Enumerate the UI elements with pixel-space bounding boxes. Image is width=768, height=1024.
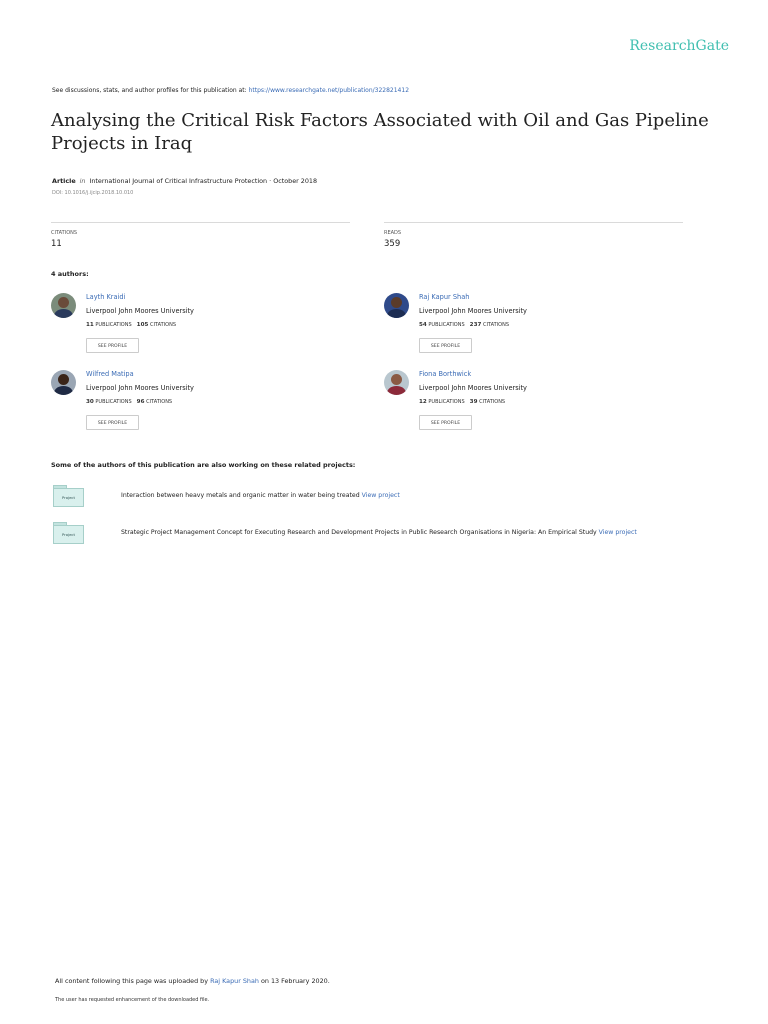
author-name[interactable]: Layth Kraidi: [86, 293, 126, 301]
avatar[interactable]: [384, 370, 409, 395]
see-profile-button[interactable]: SEE PROFILE: [86, 415, 139, 430]
project-icon-label: Project: [53, 488, 84, 507]
avatar[interactable]: [384, 293, 409, 318]
citations-label: CITATIONS: [51, 230, 78, 236]
related-project: [121, 529, 637, 536]
author-stats: [86, 399, 172, 405]
citations-count: 96: [136, 399, 145, 405]
author-name[interactable]: Fiona Borthwick: [419, 370, 472, 378]
uploader-link[interactable]: Raj Kapur Shah: [210, 977, 259, 985]
project-folder-icon[interactable]: [53, 522, 84, 543]
publication-link[interactable]: https://www.researchgate.net/publication/322821412: [248, 87, 410, 94]
citations-count: 39: [469, 399, 478, 405]
publications-label: PUBLICATIONS: [428, 322, 465, 328]
researchgate-logo[interactable]: ResearchGate: [629, 38, 729, 54]
citations-count: 237: [469, 322, 482, 328]
author-affiliation: Liverpool John Moores University: [86, 307, 194, 315]
upload-prefix: All content following this page was uploaded by: [55, 977, 209, 985]
publications-label: PUBLICATIONS: [428, 399, 465, 405]
discussion-prefix: See discussions, stats, and author profiles for this publication at:: [52, 87, 247, 94]
in-label: in: [79, 177, 86, 185]
author-card: [384, 370, 704, 440]
divider-reads: [384, 222, 683, 223]
article-type: Article: [52, 177, 76, 185]
author-card: [51, 293, 371, 363]
related-projects-heading: Some of the authors of this publication are also working on these related projects:: [51, 461, 356, 469]
divider-citations: [51, 222, 350, 223]
article-info: [52, 177, 317, 185]
enhancement-note: The user has requested enhancement of the downloaded file.: [55, 997, 210, 1003]
related-project: [121, 492, 400, 499]
publications-count: 30: [86, 399, 94, 405]
author-name[interactable]: Raj Kapur Shah: [419, 293, 470, 301]
publications-count: 11: [86, 322, 94, 328]
reads-label: READS: [384, 230, 402, 236]
author-affiliation: Liverpool John Moores University: [419, 307, 527, 315]
publication-title: Analysing the Critical Risk Factors Associated with Oil and Gas Pipeline Projects in Iraq: [51, 110, 709, 154]
author-affiliation: Liverpool John Moores University: [419, 384, 527, 392]
author-stats: [86, 322, 176, 328]
discussion-line: [52, 87, 409, 94]
citations-count: 105: [136, 322, 149, 328]
publications-count: 12: [419, 399, 427, 405]
author-card: [51, 370, 371, 440]
avatar[interactable]: [51, 293, 76, 318]
see-profile-button[interactable]: SEE PROFILE: [86, 338, 139, 353]
project-folder-icon[interactable]: [53, 485, 84, 506]
project-icon-label: Project: [53, 525, 84, 544]
citations-label: CITATIONS: [146, 399, 173, 405]
view-project-link[interactable]: View project: [361, 492, 400, 499]
author-card: [384, 293, 704, 363]
view-project-link[interactable]: View project: [598, 529, 637, 536]
citations-label: CITATIONS: [482, 322, 509, 328]
publications-label: PUBLICATIONS: [95, 399, 132, 405]
author-stats: [419, 399, 505, 405]
publications-count: 54: [419, 322, 427, 328]
avatar[interactable]: [51, 370, 76, 395]
see-profile-button[interactable]: SEE PROFILE: [419, 338, 472, 353]
authors-heading: 4 authors:: [51, 270, 89, 278]
author-affiliation: Liverpool John Moores University: [86, 384, 194, 392]
see-profile-button[interactable]: SEE PROFILE: [419, 415, 472, 430]
doi[interactable]: DOI: 10.1016/j.ijcip.2018.10.010: [52, 190, 134, 196]
citations-label: CITATIONS: [479, 399, 506, 405]
upload-date: on 13 February 2020.: [260, 977, 330, 985]
citations-label: CITATIONS: [149, 322, 176, 328]
citations-value[interactable]: 11: [51, 239, 62, 249]
author-name[interactable]: Wilfred Matipa: [86, 370, 134, 378]
project-title: Strategic Project Management Concept for Executing Research and Development Projects in Public Research Organisations in Nigeria: An Empirical Study: [121, 529, 597, 536]
project-title: Interaction between heavy metals and organic matter in water being treated: [121, 492, 360, 499]
publications-label: PUBLICATIONS: [95, 322, 132, 328]
journal-date[interactable]: International Journal of Critical Infrastructure Protection · October 2018: [89, 177, 318, 185]
upload-note: [55, 977, 330, 985]
author-stats: [419, 322, 509, 328]
reads-value[interactable]: 359: [384, 239, 401, 249]
